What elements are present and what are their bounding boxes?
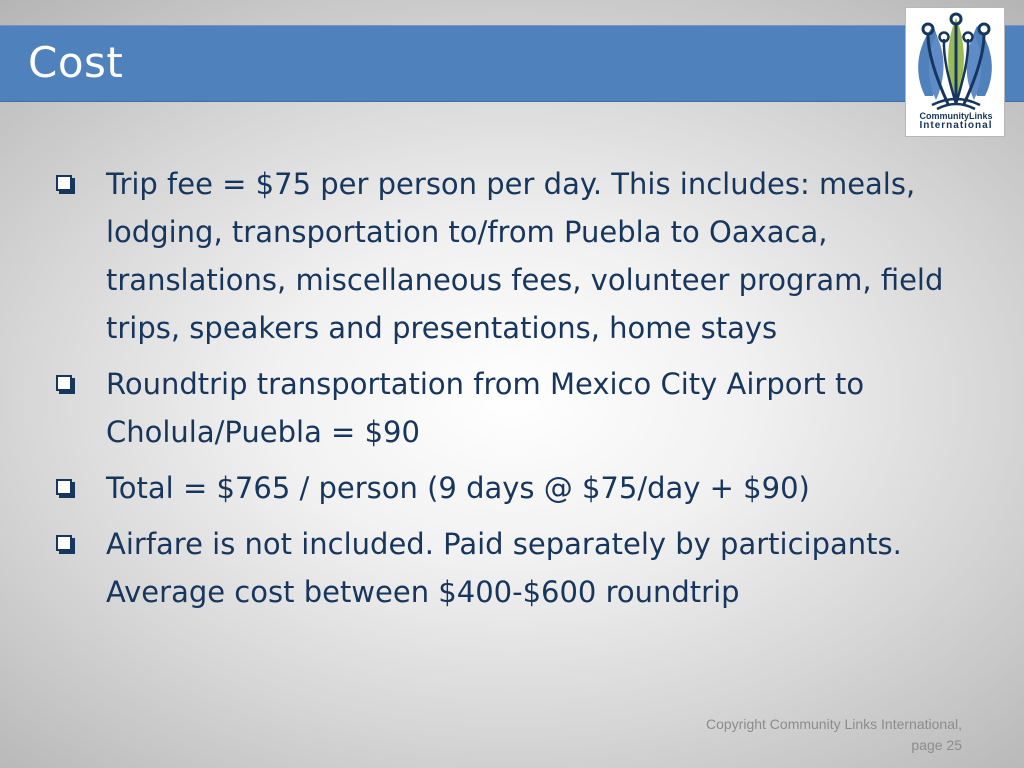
checkbox-icon (56, 535, 72, 551)
bullet-trip-fee (55, 160, 1010, 352)
bullet-text: Trip fee = $75 per person per day. This includes: meals, lodging, transportation to/from Puebla to Oaxaca, translations, miscellaneous fees, volunteer program, field trips, speakers and presentations, home stays (106, 167, 944, 345)
bullet-total-cost (55, 464, 1010, 512)
bullet-text: Roundtrip transportation from Mexico City Airport to Cholula/Puebla = $90 (106, 367, 865, 449)
copyright-footer: Copyright Community Links International, page 25 (705, 716, 962, 753)
title-bar (0, 25, 1024, 102)
bullet-text: Total = $765 / person (9 days @ $75/day + $90) (106, 471, 810, 505)
logo-line-1: CommunityLinks (919, 111, 993, 121)
bullet-text: Airfare is not included. Paid separately by participants. Average cost between $400-$600 roundtrip (106, 527, 902, 609)
logo (905, 7, 1005, 137)
logo-line-2: International (919, 120, 993, 132)
checkbox-icon (56, 175, 72, 191)
bullet-airport-transportation (55, 360, 1010, 456)
slide-title: Cost (28, 38, 124, 87)
checkbox-icon (56, 479, 72, 495)
cost-bullet-list (55, 160, 1010, 624)
community-links-logo-icon (908, 10, 1002, 114)
logo-text (906, 112, 1006, 132)
checkbox-icon (56, 375, 72, 391)
bullet-airfare (55, 520, 1010, 616)
